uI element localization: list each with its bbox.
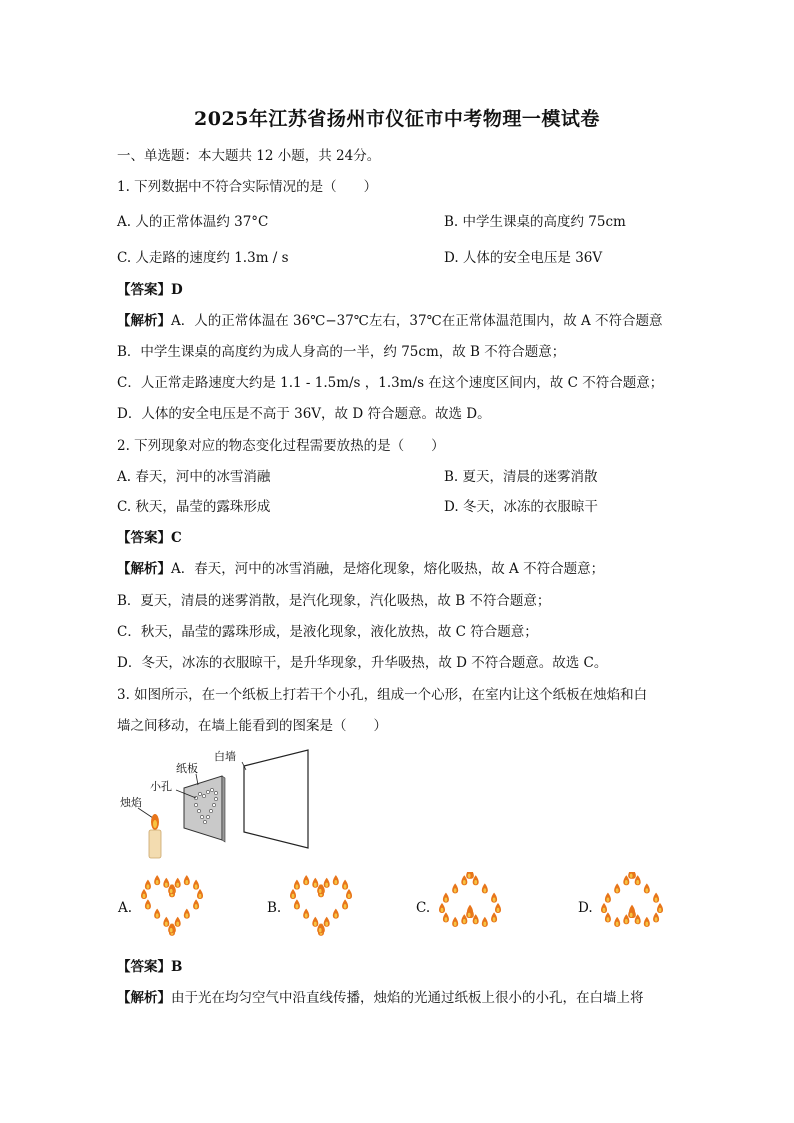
q1-analysis-1 [117, 312, 663, 330]
section-heading: 一、单选题：本大题共 12 小题，共 24分。 [117, 148, 381, 164]
flame-dot [303, 909, 309, 919]
q3-option-c-label: C. [416, 900, 431, 916]
q3-stem-line-1: 3. 如图所示，在一个纸板上打若干个小孔，组成一个心形，在室内让这个纸板在烛焰和白 [117, 687, 648, 703]
flame-dot [644, 883, 650, 893]
pinhole-figure [118, 748, 318, 860]
q3-option-d-label: D. [578, 900, 593, 916]
flame-dot [628, 872, 634, 879]
heart-inverted-icon [438, 872, 502, 938]
q3-analysis-1 [117, 989, 644, 1007]
q2-analysis-3: C．秋天，晶莹的露珠形成，是液化现象，液化放热，故 C 符合题意； [117, 624, 538, 640]
flame-dot [163, 878, 169, 888]
q3-option-a-label: A. [118, 900, 133, 916]
flame-dot [466, 872, 472, 879]
q3-option-d [578, 872, 718, 938]
q3-option-b [267, 872, 407, 938]
q2-analysis-text-1: A．春天，河中的冰雪消融，是熔化现象，熔化吸热，故 A 不符合题意； [171, 561, 605, 577]
flame-dot [495, 903, 501, 913]
q1-option-b: B. 中学生课桌的高度约 75cm [444, 214, 626, 230]
q3-analysis-text-1: 由于光在均匀空气中沿直线传播，烛焰的光通过纸板上很小的小孔，在白墙上将 [171, 990, 644, 1006]
flame-dot [452, 883, 458, 893]
white-wall-shape [244, 750, 308, 848]
q2-option-d: D. 冬天，冰冻的衣服晾干 [444, 499, 598, 515]
flame-dot [290, 889, 296, 899]
flame-dot [175, 878, 181, 888]
q2-option-c: C. 秋天，晶莹的露珠形成 [117, 499, 271, 515]
flame-dot [443, 912, 449, 922]
q1-stem: 1. 下列数据中不符合实际情况的是（ ） [117, 179, 378, 195]
board-leader-line [196, 774, 198, 785]
q1-option-d: D. 人体的安全电压是 36V [444, 250, 603, 266]
q3-option-b-label: B. [267, 900, 282, 916]
page-title: 2025年江苏省扬州市仪征市中考物理一模试卷 [194, 108, 600, 130]
q1-analysis-2: B．中学生课桌的高度约为成人身高的一半，约 75cm，故 B 不符合题意； [117, 344, 566, 360]
q1-option-c: C. 人走路的速度约 1.3m / s [117, 250, 289, 266]
q3-analysis-tag: 【解析】 [117, 990, 171, 1006]
flame-dot [439, 903, 445, 913]
flame-dot [197, 889, 203, 899]
flame-dot [601, 903, 607, 913]
heart-upright-icon [140, 872, 204, 938]
q3-answer: 【答案】B [117, 959, 183, 975]
flame-dot [482, 883, 488, 893]
flame-dot [184, 875, 190, 885]
flame-dot [491, 893, 497, 903]
flame-dot [145, 880, 151, 890]
flame-dot [294, 899, 300, 909]
flame-dot [193, 899, 199, 909]
q1-analysis-text-1: A．人的正常体温在 36℃−37℃左右，37℃在正常体温范围内，故 A 不符合题意 [171, 313, 663, 329]
flame-dot [605, 912, 611, 922]
label-white-wall: 白墙 [214, 750, 236, 763]
flame-dot [342, 899, 348, 909]
flame-dot [154, 875, 160, 885]
q3-option-a [118, 872, 258, 938]
flame-dot [482, 917, 488, 927]
flame-dot [141, 889, 147, 899]
q1-analysis-3: C．人正常走路速度大约是 1.1 - 1.5m/s ，1.3m/s 在这个速度区间内，故 C 不符合题意； [117, 375, 664, 391]
flame-dot [346, 889, 352, 899]
heart-inverted-icon [600, 872, 664, 938]
flame-dot [184, 909, 190, 919]
flame-dot [452, 917, 458, 927]
flame-dot [154, 909, 160, 919]
label-paper-board: 纸板 [176, 762, 198, 775]
flame-dot [312, 917, 318, 927]
q2-option-a: A. 春天，河中的冰雪消融 [117, 469, 271, 485]
flame-dot [605, 893, 611, 903]
label-small-hole: 小孔 [150, 780, 172, 793]
flame-dot [333, 909, 339, 919]
q2-analysis-tag: 【解析】 [117, 561, 171, 577]
heart-upright-icon [289, 872, 353, 938]
flame-dot [653, 912, 659, 922]
flame-dot [657, 903, 663, 913]
flame-dot [342, 880, 348, 890]
flame-dot [312, 878, 318, 888]
flame-dot [614, 883, 620, 893]
flame-dot [163, 917, 169, 927]
q2-analysis-1 [117, 560, 604, 578]
q2-option-b: B. 夏天，清晨的迷雾消散 [444, 469, 598, 485]
flame-dot [614, 917, 620, 927]
flame-dot [333, 875, 339, 885]
flame-dot [294, 880, 300, 890]
q3-option-c [416, 872, 556, 938]
q3-stem-line-2: 墙之间移动，在墙上能看到的图案是（ ） [117, 718, 387, 734]
q2-analysis-4: D．冬天，冰冻的衣服晾干，是升华现象，升华吸热，故 D 不符合题意。故选 C。 [117, 655, 608, 671]
q1-answer: 【答案】D [117, 282, 183, 298]
q1-analysis-tag: 【解析】 [117, 313, 171, 329]
q1-option-a: A. 人的正常体温约 37°C [117, 214, 269, 230]
candle-leader-line [138, 808, 153, 818]
candle-body [149, 830, 161, 858]
flame-dot [145, 899, 151, 909]
flame-dot [644, 917, 650, 927]
q1-analysis-4: D．人体的安全电压是不高于 36V，故 D 符合题意。故选 D。 [117, 406, 491, 422]
q2-answer: 【答案】C [117, 530, 182, 546]
flame-dot [193, 880, 199, 890]
flame-dot [653, 893, 659, 903]
flame-dot [324, 917, 330, 927]
flame-dot [303, 875, 309, 885]
flame-dot [491, 912, 497, 922]
label-candle-flame: 烛焰 [120, 796, 142, 809]
flame-dot [175, 917, 181, 927]
q2-analysis-2: B．夏天，清晨的迷雾消散，是汽化现象，汽化吸热，故 B 不符合题意； [117, 593, 551, 609]
flame-dot [443, 893, 449, 903]
paper-board-shape [184, 776, 222, 840]
q2-stem: 2. 下列现象对应的物态变化过程需要放热的是（ ） [117, 438, 445, 454]
flame-dot [324, 878, 330, 888]
